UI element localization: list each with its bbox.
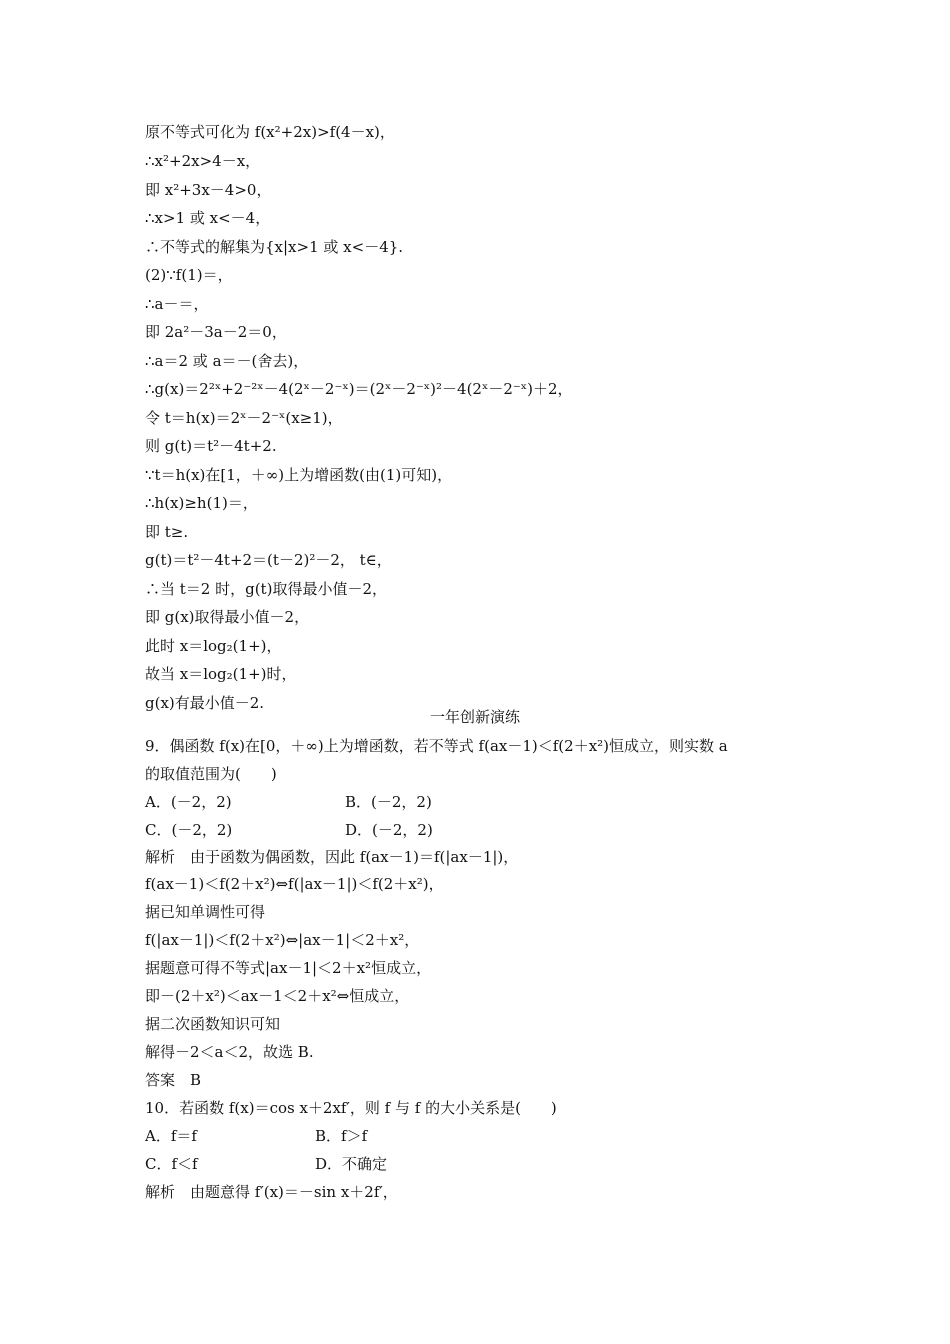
- section-title: 一年创新演练: [429, 708, 520, 726]
- solution-line: 即 x²+3x－4>0，: [145, 181, 272, 199]
- solution-line: ∴h(x)≥h(1)＝，: [145, 494, 258, 512]
- q9-options-row2: [145, 820, 433, 840]
- q9-solution-line: f(|ax－1|)＜f(2＋x²)⇔|ax－1|＜2＋x²，: [145, 931, 420, 949]
- solution-line: ∴不等式的解集为{x|x>1 或 x<－4}.: [145, 238, 404, 256]
- q9-solution-line: 据二次函数知识可知: [145, 1015, 281, 1033]
- solution-line: ∴a－＝，: [145, 295, 209, 313]
- solution-line: ∴当 t＝2 时，g(t)取得最小值－2，: [145, 580, 387, 598]
- q9-solution-line: 解析 由于函数为偶函数，因此 f(ax－1)＝f(|ax－1|)，: [145, 848, 519, 866]
- solution-line: ∴x²+2x>4－x，: [145, 152, 261, 170]
- solution-line: g(x)有最小值－2.: [145, 694, 265, 712]
- solution-line: 此时 x＝log₂(1+)，: [145, 637, 282, 655]
- q9-option-a: A．(－2，2): [145, 793, 232, 811]
- q10-stem: 10．若函数 f(x)＝cos x＋2xf′，则 f 与 f 的大小关系是( ): [145, 1099, 557, 1117]
- q9-option-b: B．(－2，2): [345, 793, 432, 811]
- solution-line: 原不等式可化为 f(x²+2x)>f(4－x)，: [145, 123, 395, 141]
- q9-answer: 答案 B: [145, 1071, 202, 1089]
- q9-option-d: D．(－2，2): [345, 821, 433, 839]
- solution-line: ∵t＝h(x)在[1，＋∞)上为增函数(由(1)可知)，: [145, 466, 453, 484]
- q9-solution-line: 解得－2＜a＜2，故选 B.: [145, 1043, 314, 1061]
- q10-option-c: C．f＜f: [145, 1155, 198, 1173]
- q9-options-row1: [145, 792, 432, 812]
- solution-line: 即 g(x)取得最小值－2，: [145, 608, 310, 626]
- q10-solution-line: 解析 由题意得 f′(x)＝－sin x＋2f′，: [145, 1183, 398, 1201]
- solution-line: 令 t＝h(x)＝2ˣ－2⁻ˣ(x≥1)，: [145, 409, 343, 427]
- q10-options-row2: [145, 1154, 388, 1174]
- q9-solution-line: 据已知单调性可得: [145, 903, 266, 921]
- solution-line: ∴x>1 或 x<－4，: [145, 209, 271, 227]
- q9-solution-line: f(ax－1)＜f(2＋x²)⇔f(|ax－1|)＜f(2＋x²)，: [145, 875, 444, 893]
- q10-options-row1: [145, 1126, 368, 1146]
- solution-line: 则 g(t)＝t²－4t+2.: [145, 437, 277, 455]
- q10-option-d: D．不确定: [315, 1155, 388, 1173]
- q9-stem-line2: 的取值范围为( ): [145, 765, 277, 783]
- solution-line: (2)∵f(1)＝，: [145, 266, 233, 284]
- solution-line: ∴a＝2 或 a＝－(舍去)，: [145, 352, 309, 370]
- q10-option-a: A．f＝f: [145, 1127, 197, 1145]
- q9-solution-line: 据题意可得不等式|ax－1|＜2＋x²恒成立，: [145, 959, 432, 977]
- q9-stem-line1: 9．偶函数 f(x)在[0，＋∞)上为增函数，若不等式 f(ax－1)＜f(2＋x²)恒成立，则实数 a: [145, 737, 728, 755]
- solution-line: 故当 x＝log₂(1+)时，: [145, 665, 297, 683]
- q9-solution-line: 即－(2＋x²)＜ax－1＜2＋x²⇔恒成立，: [145, 987, 410, 1005]
- q9-option-c: C．(－2，2): [145, 821, 233, 839]
- solution-line: 即 t≥.: [145, 523, 189, 541]
- solution-line: 即 2a²－3a－2＝0，: [145, 323, 287, 341]
- solution-line: ∴g(x)＝2²ˣ+2⁻²ˣ－4(2ˣ－2⁻ˣ)＝(2ˣ－2⁻ˣ)²－4(2ˣ－2⁻ˣ)＋2，: [145, 380, 573, 398]
- q10-option-b: B．f＞f: [315, 1127, 368, 1145]
- solution-line: g(t)＝t²－4t+2＝(t－2)²－2， t∈，: [145, 551, 392, 569]
